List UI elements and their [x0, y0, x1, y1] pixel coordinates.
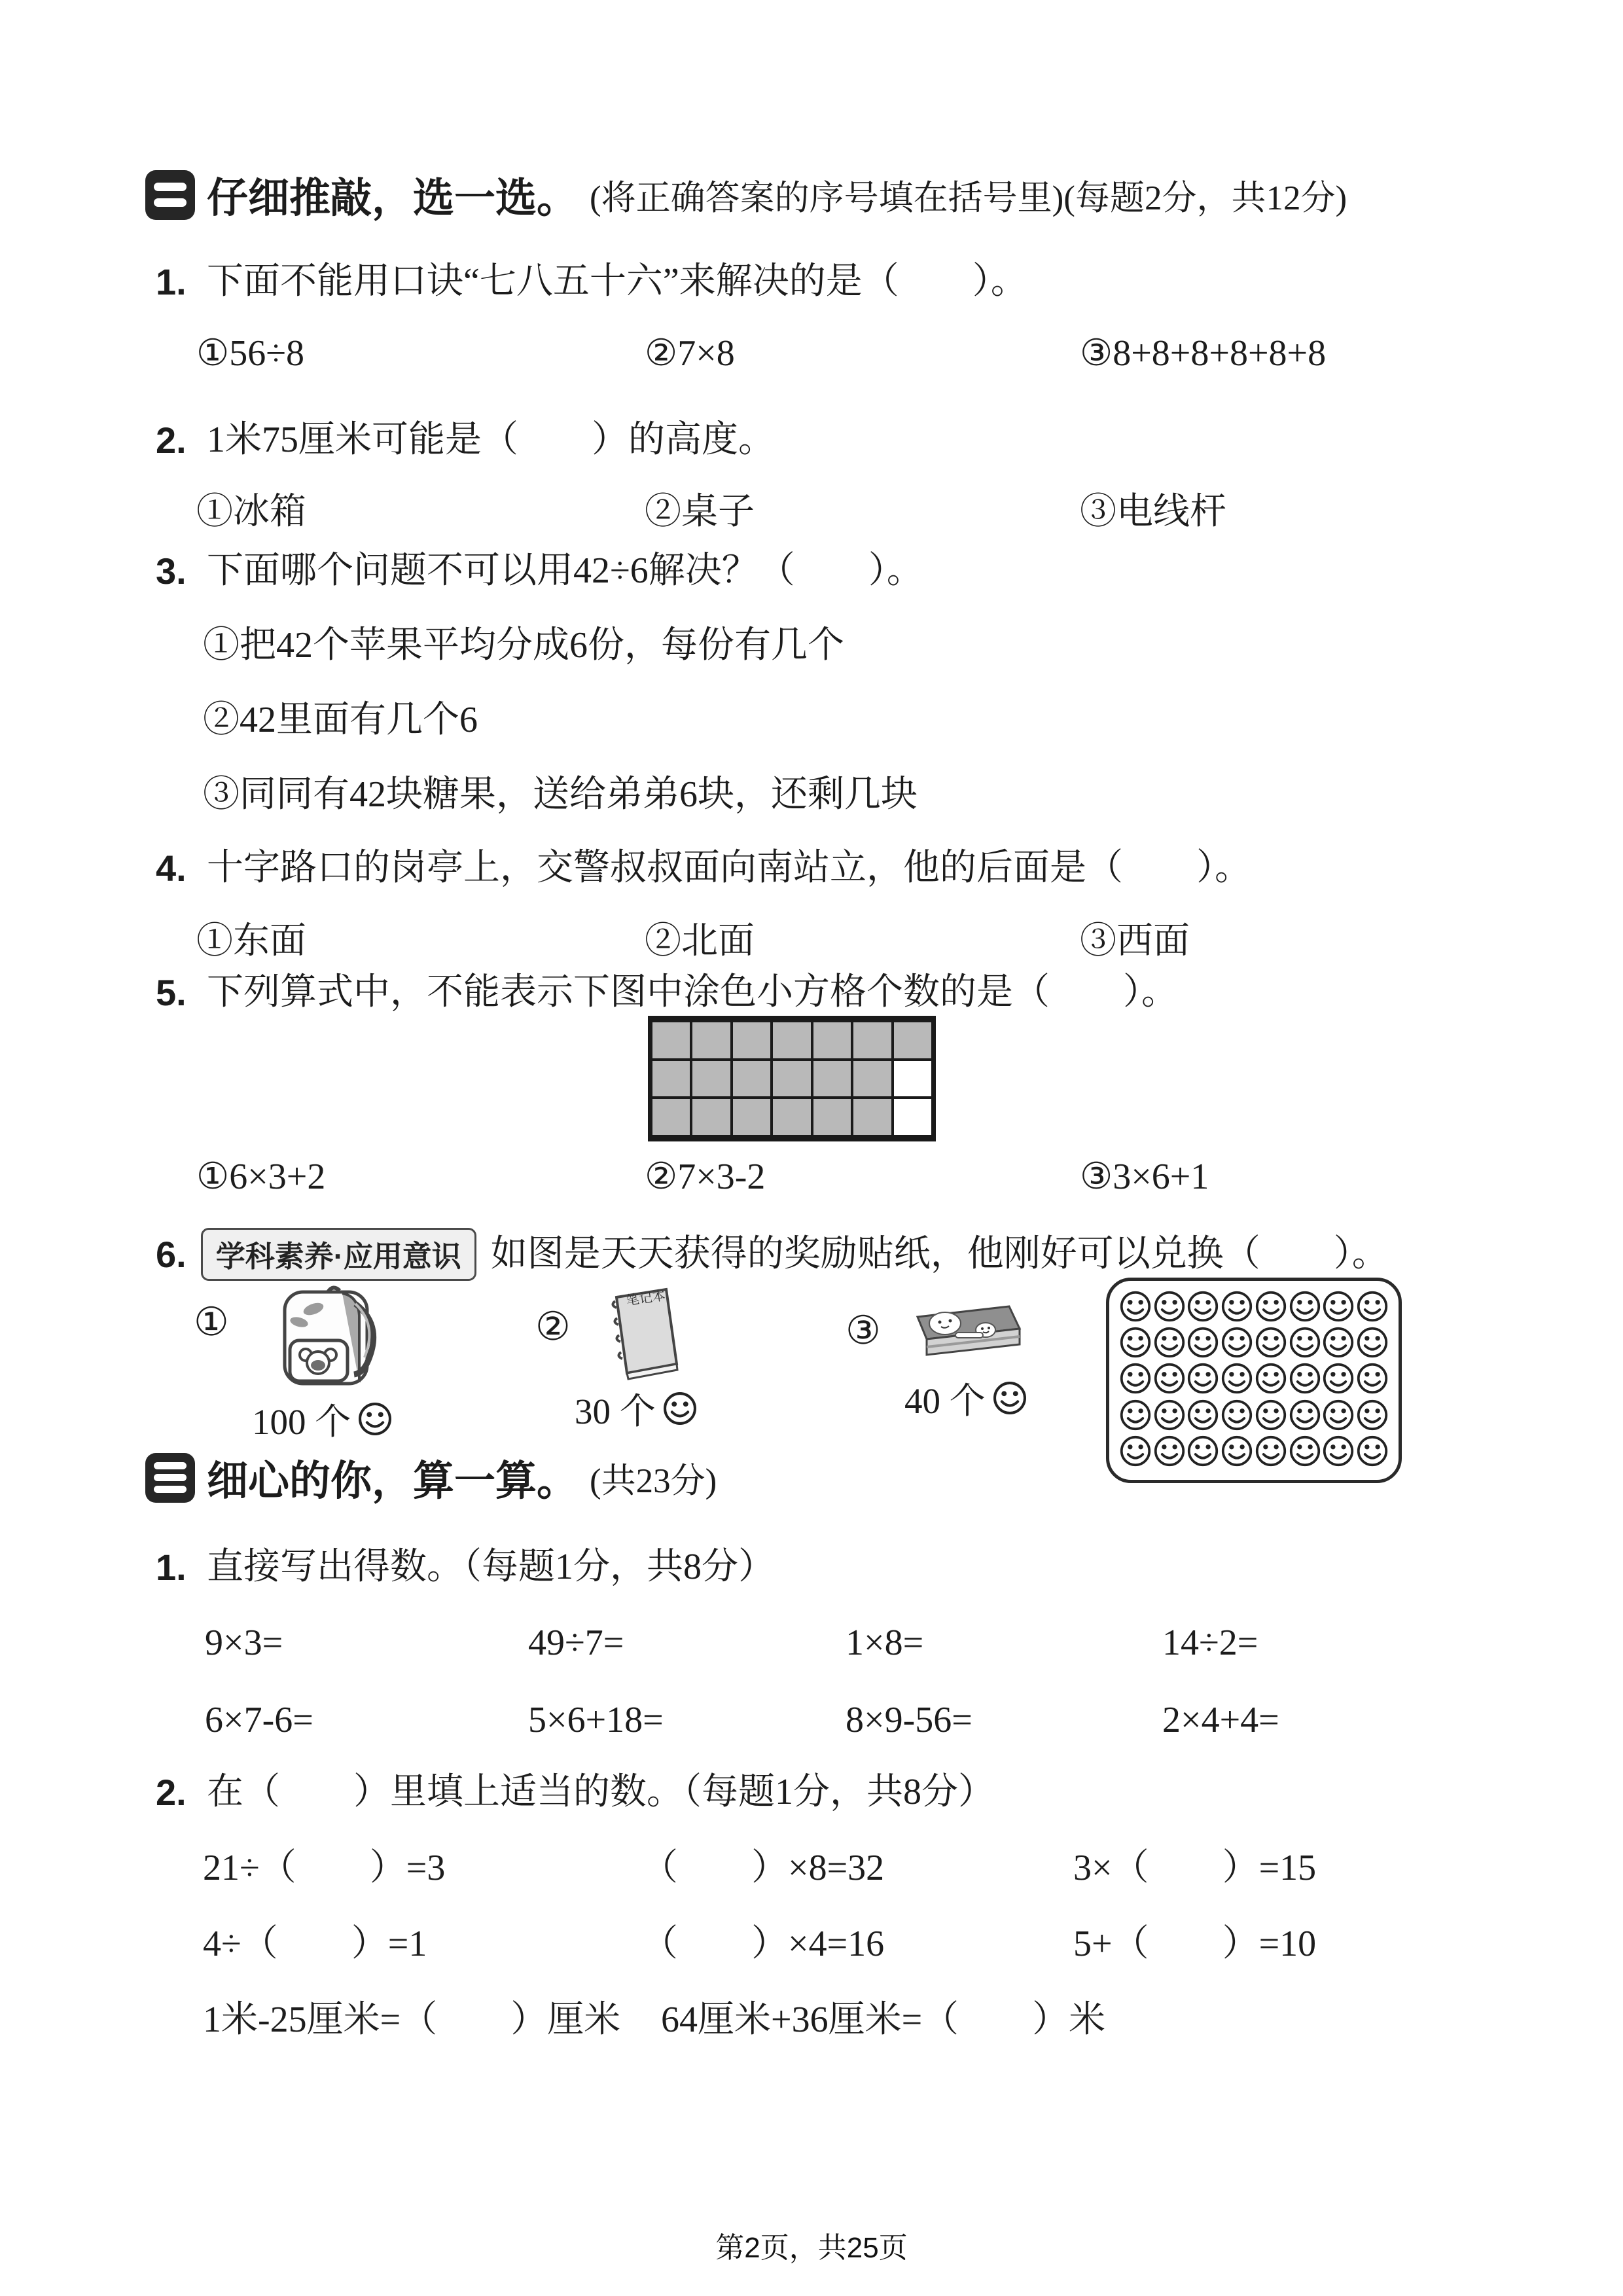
- calc-q2-stem: 在（ ）里填上适当的数。（每题1分，共8分）: [207, 1772, 995, 1812]
- section-choice-title: 仔细推敲，选一选。: [207, 175, 578, 221]
- grid-cell: [852, 1060, 892, 1098]
- q5-number: 5.: [156, 972, 187, 1013]
- grid-cell: [651, 1098, 691, 1136]
- q6-competency-badge: 学科素养·应用意识: [201, 1228, 476, 1281]
- smiley-sticker: [1186, 1362, 1219, 1398]
- smiley-sticker: [1221, 1399, 1253, 1435]
- page-footer: 第2页，共25页: [715, 2232, 908, 2264]
- smiley-sticker: [1322, 1435, 1355, 1471]
- q6-item3-label-row: [904, 1372, 1027, 1424]
- grid-cell: [732, 1021, 772, 1060]
- q3-line-1: ①把42个苹果平均分成6份，每份有几个: [203, 625, 844, 666]
- calc-q1-eq-5: 6×7-6=: [205, 1700, 313, 1740]
- section-two-icon: [145, 170, 195, 220]
- smiley-sticker: [1255, 1326, 1287, 1362]
- grid-cell: [732, 1098, 772, 1136]
- smiley-sticker: [1356, 1326, 1389, 1362]
- calc-q1-eq-6: 5×6+18=: [528, 1700, 664, 1740]
- pencil-case-icon: [904, 1296, 1026, 1361]
- calc-q2-blank-1: 21÷（ ）=3: [203, 1848, 446, 1888]
- section-calc-header: [145, 1448, 717, 1507]
- q2-option-2: ②桌子: [645, 492, 755, 532]
- q3-number: 3.: [156, 550, 187, 592]
- smiley-sticker: [1356, 1362, 1389, 1398]
- grid-cell: [852, 1021, 892, 1060]
- smiley-sticker: [1153, 1362, 1186, 1398]
- q2-option-1: ①冰箱: [196, 492, 306, 532]
- grid-cell: [772, 1021, 812, 1060]
- smiley-icon: [662, 1391, 698, 1426]
- grid-cell: [691, 1098, 731, 1136]
- q1-stem: 下面不能用口诀“七八五十六”来解决的是（ ）。: [207, 261, 1027, 302]
- smiley-sticker: [1289, 1399, 1321, 1435]
- grid-cell: [651, 1060, 691, 1098]
- calc-q1-eq-4: 14÷2=: [1162, 1623, 1258, 1663]
- q6-item2-mark: ②: [535, 1305, 571, 1348]
- grid-cell: [651, 1021, 691, 1060]
- q4-stem: 十字路口的岗亭上，交警叔叔面向南站立，他的后面是（ ）。: [207, 848, 1251, 888]
- grid-cell: [812, 1060, 852, 1098]
- q2-stem: 1米75厘米可能是（ ）的高度。: [207, 420, 775, 460]
- grid-cell: [812, 1021, 852, 1060]
- calc-q2-blank-8: 64厘米+36厘米=（ ）米: [661, 2000, 1106, 2040]
- backpack-icon: [265, 1282, 386, 1390]
- smiley-sticker: [1356, 1435, 1389, 1471]
- q6-item2-label: 30 个: [575, 1391, 656, 1431]
- smiley-sticker: [1153, 1326, 1186, 1362]
- section-calc-title: 细心的你，算一算。: [207, 1458, 578, 1504]
- smiley-sticker: [1289, 1326, 1321, 1362]
- smiley-sticker: [1186, 1290, 1219, 1326]
- section-choice-header: [145, 165, 1347, 224]
- section-calc-note: (共23分): [590, 1462, 717, 1500]
- q5-option-3: ③3×6+1: [1080, 1157, 1209, 1197]
- q1-option-2: ②7×8: [645, 333, 735, 374]
- smiley-sticker: [1221, 1362, 1253, 1398]
- smiley-sticker: [1221, 1290, 1253, 1326]
- smiley-sticker: [1289, 1362, 1321, 1398]
- smiley-sticker: [1119, 1435, 1152, 1471]
- calc-q1-eq-3: 1×8=: [846, 1623, 924, 1663]
- calc-q2-blank-3: 3×（ ）=15: [1073, 1848, 1317, 1888]
- grid-cell: [772, 1098, 812, 1136]
- q4-option-3: ③西面: [1080, 921, 1190, 961]
- smiley-sticker: [1153, 1399, 1186, 1435]
- smiley-sticker: [1119, 1362, 1152, 1398]
- q1-option-3: ③8+8+8+8+8+8: [1080, 333, 1327, 374]
- smiley-icon: [992, 1380, 1027, 1416]
- grid-cell: [812, 1098, 852, 1136]
- q3-stem: 下面哪个问题不可以用42÷6解决？（ ）。: [207, 550, 923, 591]
- q5-option-1: ①6×3+2: [196, 1157, 326, 1197]
- calc-q1-eq-8: 2×4+4=: [1162, 1700, 1279, 1740]
- calc-q1-eq-7: 8×9-56=: [846, 1700, 972, 1740]
- smiley-sticker: [1289, 1290, 1321, 1326]
- notebook-icon: [602, 1284, 687, 1382]
- q2-option-3: ③电线杆: [1080, 492, 1226, 532]
- smiley-sticker: [1322, 1290, 1355, 1326]
- smiley-sticker: [1322, 1362, 1355, 1398]
- grid-cell: [691, 1060, 731, 1098]
- calc-q2-blank-6: 5+（ ）=10: [1073, 1924, 1317, 1964]
- notebook-cover-label: 笔记本: [625, 1288, 667, 1308]
- calc-q2-blank-4: 4÷（ ）=1: [203, 1924, 427, 1964]
- q5-option-2: ②7×3-2: [645, 1157, 766, 1197]
- grid-cell: [772, 1060, 812, 1098]
- calc-q1-eq-1: 9×3=: [205, 1623, 283, 1663]
- calc-q1-number: 1.: [156, 1547, 187, 1588]
- q6-item1-label-row: [252, 1393, 393, 1444]
- grid-cell: [732, 1060, 772, 1098]
- smiley-sticker: [1255, 1399, 1287, 1435]
- grid-cell: [691, 1021, 731, 1060]
- smiley-sticker: [1255, 1362, 1287, 1398]
- calc-q2-blank-7: 1米-25厘米=（ ）厘米: [203, 2000, 621, 2040]
- smiley-sticker: [1221, 1326, 1253, 1362]
- smiley-sticker: [1153, 1290, 1186, 1326]
- q4-number: 4.: [156, 848, 187, 889]
- calc-q2-number: 2.: [156, 1772, 187, 1813]
- grid-cell: [893, 1021, 933, 1060]
- q6-item3-mark: ③: [846, 1309, 881, 1352]
- calc-q1-stem: 直接写出得数。（每题1分，共8分）: [207, 1547, 775, 1587]
- smiley-sticker: [1119, 1399, 1152, 1435]
- smiley-sticker: [1356, 1399, 1389, 1435]
- q5-stem: 下列算式中，不能表示下图中涂色小方格个数的是（ ）。: [207, 972, 1178, 1013]
- q6-stem-row: [156, 1228, 1389, 1281]
- smiley-icon: [357, 1401, 393, 1437]
- smiley-sticker: [1289, 1435, 1321, 1471]
- q1-number: 1.: [156, 261, 187, 302]
- q6-item2-label-row: [575, 1382, 698, 1434]
- smiley-sticker: [1153, 1435, 1186, 1471]
- smiley-sticker: [1255, 1435, 1287, 1471]
- smiley-sticker: [1322, 1399, 1355, 1435]
- smiley-sticker: [1186, 1399, 1219, 1435]
- smiley-sticker: [1186, 1435, 1219, 1471]
- smiley-sticker: [1186, 1326, 1219, 1362]
- q3-line-2: ②42里面有几个6: [203, 700, 478, 740]
- q4-option-2: ②北面: [645, 921, 755, 961]
- calc-q2-blank-2: （ ）×8=32: [641, 1848, 885, 1888]
- calc-q2-blank-5: （ ）×4=16: [641, 1924, 885, 1964]
- section-choice-note: (将正确答案的序号填在括号里)(每题2分，共12分): [590, 179, 1347, 217]
- q6-stem: 如图是天天获得的奖励贴纸，他刚好可以兑换（ ）。: [490, 1234, 1389, 1275]
- q6-item3-label: 40 个: [904, 1381, 986, 1421]
- q2-number: 2.: [156, 420, 187, 461]
- section-three-icon: [145, 1453, 195, 1503]
- smiley-sticker: [1119, 1326, 1152, 1362]
- smiley-sticker: [1322, 1326, 1355, 1362]
- smiley-sticker-card: [1106, 1278, 1402, 1483]
- grid-cell: [893, 1098, 933, 1136]
- smiley-sticker: [1356, 1290, 1389, 1326]
- q6-number: 6.: [156, 1234, 187, 1275]
- smiley-sticker: [1255, 1290, 1287, 1326]
- q6-item1-label: 100 个: [252, 1402, 351, 1442]
- q3-line-3: ③同同有42块糖果，送给弟弟6块，还剩几块: [203, 774, 918, 815]
- q6-item1-mark: ①: [194, 1300, 229, 1344]
- calc-q1-eq-2: 49÷7=: [528, 1623, 624, 1663]
- smiley-sticker: [1119, 1290, 1152, 1326]
- grid-cell: [852, 1098, 892, 1136]
- q4-option-1: ①东面: [196, 921, 306, 961]
- shaded-grid: [648, 1016, 936, 1141]
- grid-cell: [893, 1060, 933, 1098]
- q1-option-1: ①56÷8: [196, 333, 304, 374]
- smiley-sticker: [1221, 1435, 1253, 1471]
